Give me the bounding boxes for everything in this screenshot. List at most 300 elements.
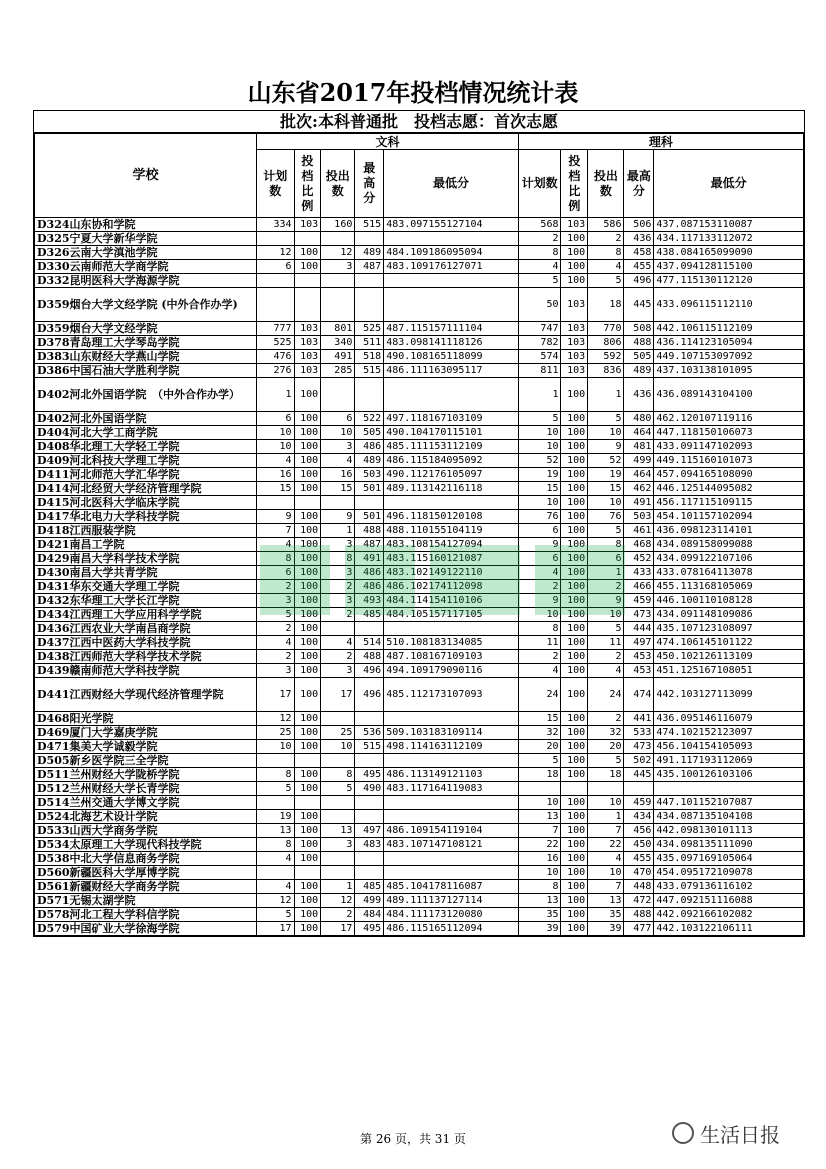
school-cell: D383山东财经大学燕山学院 [35, 350, 257, 364]
table-row [35, 336, 804, 350]
like-out-cell: 592 [588, 350, 624, 364]
wenke-min-cell: 483.102149122110 [384, 566, 519, 580]
wenke-max-cell: 487 [355, 260, 384, 274]
wenke-ratio-cell: 103 [294, 350, 321, 364]
wenke-plan-cell: 25 [257, 726, 294, 740]
school-cell: D418江西服装学院 [35, 524, 257, 538]
like-ratio-cell: 100 [561, 538, 588, 552]
like-ratio-cell: 103 [561, 364, 588, 378]
table-row [35, 364, 804, 378]
wenke-min-cell: 487.115157111104 [384, 322, 519, 336]
like-out-cell: 4 [588, 664, 624, 678]
like-min-cell: 447.092151116088 [654, 894, 804, 908]
like-plan-cell: 52 [518, 454, 561, 468]
wenke-out-cell: 1 [321, 880, 355, 894]
like-out-cell: 39 [588, 922, 624, 936]
wenke-out-cell: 3 [321, 838, 355, 852]
wenke-out-cell: 3 [321, 594, 355, 608]
like-min-cell: 433.091147102093 [654, 440, 804, 454]
wenke-ratio-cell: 100 [294, 412, 321, 426]
like-plan-cell [518, 782, 561, 796]
wenke-ratio-cell: 100 [294, 538, 321, 552]
like-ratio-cell: 100 [561, 378, 588, 412]
like-plan-cell: 19 [518, 468, 561, 482]
wenke-max-cell: 486 [355, 566, 384, 580]
school-cell: D411河北师范大学汇华学院 [35, 468, 257, 482]
school-cell: D330云南师范大学商学院 [35, 260, 257, 274]
wenke-out-cell: 3 [321, 538, 355, 552]
wenke-plan-cell: 1 [257, 378, 294, 412]
wenke-min-cell [384, 496, 519, 510]
like-min-cell: 449.115160101073 [654, 454, 804, 468]
like-out-cell: 770 [588, 322, 624, 336]
like-plan-cell: 6 [518, 524, 561, 538]
like-out-cell: 9 [588, 440, 624, 454]
wenke-ratio-cell [294, 274, 321, 288]
table-row [35, 496, 804, 510]
wenke-out-cell [321, 232, 355, 246]
wenke-max-cell [355, 796, 384, 810]
wenke-plan-cell: 17 [257, 678, 294, 712]
table-row [35, 824, 804, 838]
like-out-cell: 7 [588, 880, 624, 894]
like-out-cell: 1 [588, 566, 624, 580]
like-ratio-cell: 103 [561, 288, 588, 322]
like-min-header: 最低分 [654, 150, 804, 218]
wenke-out-cell [321, 712, 355, 726]
wenke-max-cell: 488 [355, 524, 384, 538]
table-row [35, 810, 804, 824]
like-max-cell: 459 [624, 594, 654, 608]
like-plan-cell: 35 [518, 908, 561, 922]
wenke-min-cell: 486.111163095117 [384, 364, 519, 378]
like-plan-cell: 5 [518, 412, 561, 426]
like-max-cell: 462 [624, 482, 654, 496]
like-plan-cell: 18 [518, 768, 561, 782]
wenke-plan-cell: 2 [257, 580, 294, 594]
wenke-out-cell: 4 [321, 636, 355, 650]
wenke-ratio-cell [294, 288, 321, 322]
like-out-cell: 9 [588, 594, 624, 608]
like-ratio-header: 投档比例 [561, 150, 588, 218]
like-out-cell: 32 [588, 726, 624, 740]
wenke-out-cell: 16 [321, 468, 355, 482]
like-min-cell: 435.107123108097 [654, 622, 804, 636]
brand-text: 生活日报 [700, 1122, 780, 1147]
like-min-cell: 442.092166102082 [654, 908, 804, 922]
wenke-ratio-cell: 100 [294, 636, 321, 650]
wenke-min-cell: 483.117164119083 [384, 782, 519, 796]
wenke-plan-cell: 17 [257, 922, 294, 936]
like-out-cell: 836 [588, 364, 624, 378]
wenke-max-cell: 489 [355, 246, 384, 260]
school-cell: D408华北理工大学轻工学院 [35, 440, 257, 454]
wenke-plan-cell: 5 [257, 608, 294, 622]
like-plan-cell: 9 [518, 594, 561, 608]
like-min-cell: 434.117133112072 [654, 232, 804, 246]
like-plan-cell: 6 [518, 552, 561, 566]
wenke-out-cell [321, 852, 355, 866]
wenke-plan-cell: 3 [257, 664, 294, 678]
wenke-ratio-cell: 100 [294, 552, 321, 566]
like-max-cell: 452 [624, 552, 654, 566]
like-ratio-cell: 100 [561, 566, 588, 580]
like-min-cell: 435.100126103106 [654, 768, 804, 782]
like-plan-cell: 747 [518, 322, 561, 336]
brand-watermark [672, 1118, 812, 1148]
like-out-cell: 10 [588, 866, 624, 880]
wenke-out-cell: 9 [321, 510, 355, 524]
wenke-out-cell: 12 [321, 246, 355, 260]
like-plan-cell: 5 [518, 274, 561, 288]
like-max-cell: 453 [624, 664, 654, 678]
like-plan-cell: 8 [518, 622, 561, 636]
like-out-cell: 52 [588, 454, 624, 468]
wenke-ratio-cell [294, 866, 321, 880]
like-ratio-cell: 103 [561, 336, 588, 350]
school-cell: D436江西农业大学南昌商学院 [35, 622, 257, 636]
school-cell: D468阳光学院 [35, 712, 257, 726]
wenke-max-cell [355, 754, 384, 768]
admission-table [34, 133, 804, 936]
like-ratio-cell: 100 [561, 768, 588, 782]
like-ratio-cell: 103 [561, 350, 588, 364]
wenke-header: 文科 [257, 134, 519, 150]
wenke-out-cell: 8 [321, 552, 355, 566]
like-plan-cell: 2 [518, 232, 561, 246]
like-max-cell: 473 [624, 608, 654, 622]
wenke-ratio-cell: 100 [294, 768, 321, 782]
wenke-max-cell: 497 [355, 824, 384, 838]
like-max-cell: 477 [624, 922, 654, 936]
table-row [35, 768, 804, 782]
wenke-out-cell: 3 [321, 664, 355, 678]
like-plan-cell: 10 [518, 440, 561, 454]
table-row [35, 322, 804, 336]
like-ratio-cell: 100 [561, 608, 588, 622]
like-ratio-cell: 100 [561, 260, 588, 274]
wenke-min-cell: 484.114154110106 [384, 594, 519, 608]
wenke-out-cell: 340 [321, 336, 355, 350]
table-row [35, 288, 804, 322]
wenke-out-cell: 160 [321, 218, 355, 232]
wenke-out-cell: 4 [321, 454, 355, 468]
like-out-cell: 18 [588, 288, 624, 322]
table-row [35, 740, 804, 754]
like-plan-cell: 10 [518, 866, 561, 880]
school-cell: D430南昌大学共青学院 [35, 566, 257, 580]
wenke-ratio-cell: 100 [294, 712, 321, 726]
table-row [35, 566, 804, 580]
like-max-cell [624, 782, 654, 796]
school-cell: D578河北工程大学科信学院 [35, 908, 257, 922]
wenke-plan-cell: 4 [257, 880, 294, 894]
wenke-min-cell: 490.108165118099 [384, 350, 519, 364]
like-plan-cell: 7 [518, 824, 561, 838]
wenke-plan-cell: 4 [257, 636, 294, 650]
like-out-cell: 4 [588, 260, 624, 274]
wenke-plan-cell: 12 [257, 712, 294, 726]
like-ratio-cell: 100 [561, 650, 588, 664]
wenke-plan-cell [257, 274, 294, 288]
wenke-max-cell: 514 [355, 636, 384, 650]
like-out-cell: 8 [588, 538, 624, 552]
like-max-cell: 480 [624, 412, 654, 426]
wenke-max-cell: 515 [355, 218, 384, 232]
wenke-ratio-cell: 100 [294, 664, 321, 678]
wenke-max-cell: 518 [355, 350, 384, 364]
like-ratio-cell: 100 [561, 440, 588, 454]
wenke-ratio-cell: 100 [294, 580, 321, 594]
like-min-cell: 456.117115109115 [654, 496, 804, 510]
school-cell: D431华东交通大学理工学院 [35, 580, 257, 594]
wenke-ratio-cell: 100 [294, 824, 321, 838]
like-plan-cell: 2 [518, 580, 561, 594]
wenke-ratio-cell [294, 754, 321, 768]
like-out-cell: 5 [588, 754, 624, 768]
school-cell: D441江西财经大学现代经济管理学院 [35, 678, 257, 712]
table-row [35, 726, 804, 740]
school-cell: D579中国矿业大学徐海学院 [35, 922, 257, 936]
wenke-min-cell: 485.111153112109 [384, 440, 519, 454]
wenke-ratio-cell: 100 [294, 922, 321, 936]
wenke-plan-cell: 9 [257, 510, 294, 524]
table-body [35, 218, 804, 936]
wenke-min-cell: 483.107147108121 [384, 838, 519, 852]
table-row [35, 636, 804, 650]
school-cell: D332昆明医科大学海源学院 [35, 274, 257, 288]
like-max-cell: 468 [624, 538, 654, 552]
like-ratio-cell: 100 [561, 852, 588, 866]
wenke-plan-cell: 4 [257, 454, 294, 468]
like-max-cell: 461 [624, 524, 654, 538]
like-max-cell: 466 [624, 580, 654, 594]
like-ratio-cell: 100 [561, 524, 588, 538]
wenke-min-cell: 490.104170115101 [384, 426, 519, 440]
school-cell: D432东华理工大学长江学院 [35, 594, 257, 608]
wenke-max-cell: 501 [355, 482, 384, 496]
like-plan-cell: 574 [518, 350, 561, 364]
wenke-out-cell: 17 [321, 922, 355, 936]
wenke-min-cell: 510.108183134085 [384, 636, 519, 650]
wenke-min-cell: 489.113142116118 [384, 482, 519, 496]
wenke-max-cell [355, 622, 384, 636]
school-cell: D324山东协和学院 [35, 218, 257, 232]
like-min-cell: 434.089158099088 [654, 538, 804, 552]
like-plan-cell: 4 [518, 260, 561, 274]
school-cell: D326云南大学滇池学院 [35, 246, 257, 260]
wenke-plan-cell: 2 [257, 650, 294, 664]
wenke-ratio-cell: 100 [294, 880, 321, 894]
wenke-plan-cell [257, 288, 294, 322]
wenke-plan-header: 计划数 [257, 150, 294, 218]
wenke-max-cell: 486 [355, 580, 384, 594]
like-plan-cell: 9 [518, 538, 561, 552]
like-min-cell: 434.087135104108 [654, 810, 804, 824]
like-ratio-cell: 100 [561, 468, 588, 482]
like-max-cell: 445 [624, 288, 654, 322]
table-row [35, 246, 804, 260]
wenke-ratio-cell: 103 [294, 336, 321, 350]
wenke-out-cell: 3 [321, 440, 355, 454]
like-max-cell: 450 [624, 838, 654, 852]
school-cell: D434江西理工大学应用科学学院 [35, 608, 257, 622]
like-ratio-cell: 100 [561, 426, 588, 440]
like-plan-cell: 782 [518, 336, 561, 350]
like-ratio-cell: 100 [561, 726, 588, 740]
school-cell: D325宁夏大学新华学院 [35, 232, 257, 246]
like-ratio-cell: 100 [561, 824, 588, 838]
wenke-min-cell: 484.105157117105 [384, 608, 519, 622]
like-ratio-cell: 100 [561, 712, 588, 726]
wenke-out-cell [321, 796, 355, 810]
table-row [35, 782, 804, 796]
table-row [35, 524, 804, 538]
like-min-cell: 450.102126113109 [654, 650, 804, 664]
wenke-ratio-cell: 100 [294, 468, 321, 482]
like-max-cell: 436 [624, 232, 654, 246]
like-out-cell: 7 [588, 824, 624, 838]
wenke-max-cell: 515 [355, 740, 384, 754]
wenke-min-cell [384, 274, 519, 288]
like-min-cell: 456.104154105093 [654, 740, 804, 754]
wenke-min-cell: 487.108167109103 [384, 650, 519, 664]
like-plan-cell: 13 [518, 810, 561, 824]
wenke-min-cell [384, 866, 519, 880]
wenke-min-cell: 486.115184095092 [384, 454, 519, 468]
like-max-cell: 496 [624, 274, 654, 288]
like-max-cell: 433 [624, 566, 654, 580]
wenke-max-cell: 491 [355, 552, 384, 566]
table-row [35, 678, 804, 712]
like-max-cell: 474 [624, 678, 654, 712]
wenke-ratio-cell: 100 [294, 566, 321, 580]
table-row [35, 426, 804, 440]
wenke-out-cell [321, 810, 355, 824]
wenke-ratio-cell: 100 [294, 378, 321, 412]
wenke-max-cell [355, 852, 384, 866]
wenke-out-cell [321, 378, 355, 412]
like-header: 理科 [518, 134, 803, 150]
like-ratio-cell: 100 [561, 580, 588, 594]
school-cell: D429南昌大学科学技术学院 [35, 552, 257, 566]
wenke-out-cell [321, 496, 355, 510]
like-out-cell: 5 [588, 412, 624, 426]
wenke-ratio-cell: 100 [294, 608, 321, 622]
wenke-min-cell [384, 852, 519, 866]
like-out-cell: 2 [588, 232, 624, 246]
like-max-cell: 488 [624, 336, 654, 350]
like-max-cell: 499 [624, 454, 654, 468]
wenke-min-cell: 509.103183109114 [384, 726, 519, 740]
like-ratio-cell: 100 [561, 412, 588, 426]
school-cell: D378青岛理工大学琴岛学院 [35, 336, 257, 350]
wenke-out-cell: 2 [321, 580, 355, 594]
table-subtitle: 批次:本科普通批 投档志愿：首次志愿 [34, 111, 804, 133]
wenke-ratio-cell: 103 [294, 322, 321, 336]
like-ratio-cell: 100 [561, 880, 588, 894]
like-ratio-cell: 100 [561, 496, 588, 510]
like-out-cell [588, 782, 624, 796]
wenke-max-cell: 483 [355, 838, 384, 852]
wenke-min-cell: 486.109154119104 [384, 824, 519, 838]
school-cell: D533山西大学商务学院 [35, 824, 257, 838]
wenke-ratio-cell: 100 [294, 246, 321, 260]
like-ratio-cell: 100 [561, 866, 588, 880]
like-min-cell: 474.102152123097 [654, 726, 804, 740]
like-max-header: 最高分 [624, 150, 654, 218]
like-plan-cell: 10 [518, 496, 561, 510]
like-min-cell: 447.118150106073 [654, 426, 804, 440]
like-ratio-cell: 103 [561, 218, 588, 232]
wenke-min-cell [384, 796, 519, 810]
like-out-cell: 18 [588, 768, 624, 782]
wenke-max-cell [355, 810, 384, 824]
wenke-plan-cell: 7 [257, 524, 294, 538]
table-row [35, 866, 804, 880]
wenke-ratio-cell: 100 [294, 594, 321, 608]
school-cell: D402河北外国语学院 [35, 412, 257, 426]
like-out-cell: 6 [588, 552, 624, 566]
wenke-ratio-cell: 100 [294, 260, 321, 274]
table-row [35, 712, 804, 726]
like-out-cell: 24 [588, 678, 624, 712]
wenke-out-cell: 5 [321, 782, 355, 796]
like-ratio-cell: 100 [561, 740, 588, 754]
like-min-cell: 434.098135111090 [654, 838, 804, 852]
like-plan-cell: 4 [518, 664, 561, 678]
like-out-cell: 10 [588, 496, 624, 510]
wenke-max-cell [355, 274, 384, 288]
like-min-cell: 436.089143104100 [654, 378, 804, 412]
wenke-plan-cell: 10 [257, 426, 294, 440]
school-cell: D534太原理工大学现代科技学院 [35, 838, 257, 852]
like-max-cell: 448 [624, 880, 654, 894]
like-min-cell: 442.103127113099 [654, 678, 804, 712]
like-out-cell: 806 [588, 336, 624, 350]
wenke-plan-cell [257, 796, 294, 810]
like-out-cell: 13 [588, 894, 624, 908]
wenke-ratio-cell: 100 [294, 510, 321, 524]
wenke-min-cell: 498.114163112109 [384, 740, 519, 754]
like-min-cell: 435.097169105064 [654, 852, 804, 866]
like-min-cell: 433.079136116102 [654, 880, 804, 894]
like-ratio-cell: 100 [561, 796, 588, 810]
wenke-max-cell: 522 [355, 412, 384, 426]
like-max-cell: 455 [624, 260, 654, 274]
like-min-cell: 442.098130101113 [654, 824, 804, 838]
school-cell: D386中国石油大学胜利学院 [35, 364, 257, 378]
like-ratio-cell: 100 [561, 810, 588, 824]
wenke-plan-cell: 5 [257, 908, 294, 922]
like-ratio-cell: 100 [561, 232, 588, 246]
wenke-min-cell: 497.118167103109 [384, 412, 519, 426]
like-plan-header: 计划数 [518, 150, 561, 218]
like-out-cell: 1 [588, 810, 624, 824]
like-min-cell: 437.087153110087 [654, 218, 804, 232]
school-cell: D561新疆财经大学商务学院 [35, 880, 257, 894]
like-min-cell: 451.125167108051 [654, 664, 804, 678]
like-max-cell: 444 [624, 622, 654, 636]
like-plan-cell: 24 [518, 678, 561, 712]
page-title: 山东省2017年投档情况统计表 [247, 78, 579, 107]
like-plan-cell: 568 [518, 218, 561, 232]
like-out-cell: 586 [588, 218, 624, 232]
table-row [35, 552, 804, 566]
wenke-min-cell: 486.102174112098 [384, 580, 519, 594]
like-min-cell [654, 782, 804, 796]
wenke-min-cell: 486.115165112094 [384, 922, 519, 936]
